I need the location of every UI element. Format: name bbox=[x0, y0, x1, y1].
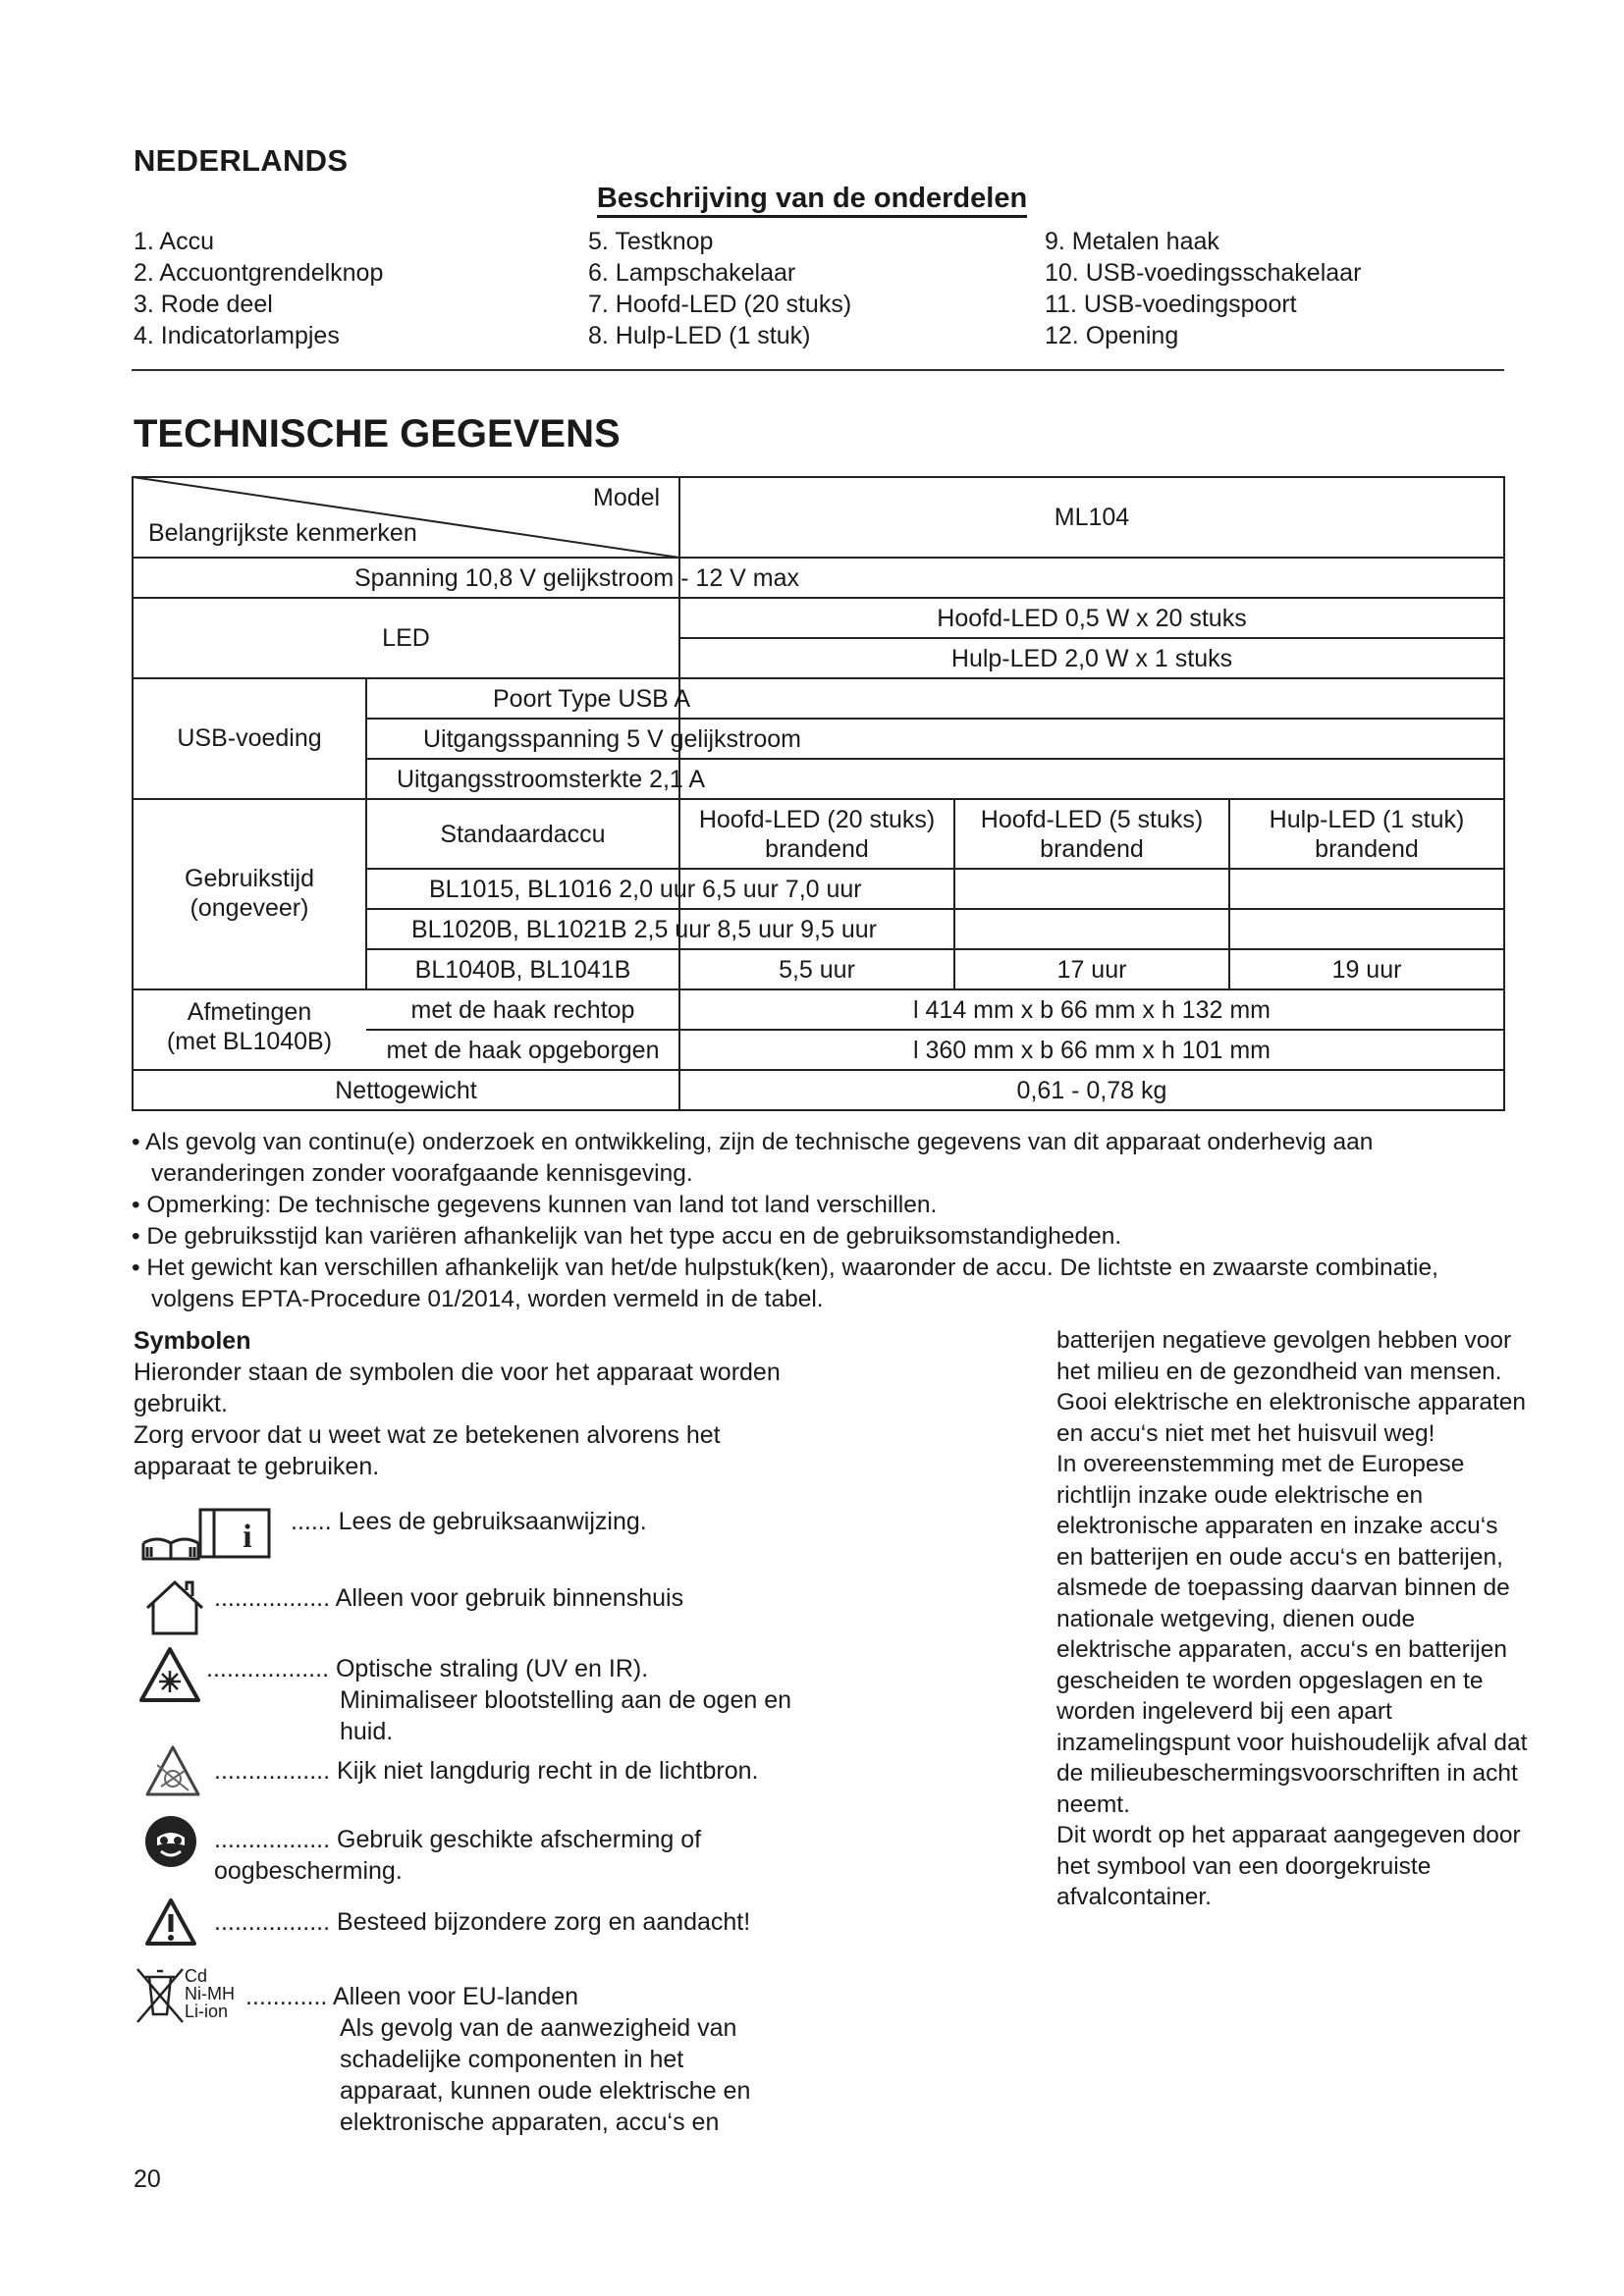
row3-main20: 5,5 uur bbox=[779, 956, 855, 984]
bin-label: Li-ion bbox=[185, 2002, 229, 2021]
manual-icon bbox=[137, 1504, 285, 1563]
list-item: 6. Lampschakelaar bbox=[588, 259, 796, 287]
laser-warning-icon bbox=[137, 1645, 202, 1704]
no-stare-icon bbox=[143, 1743, 202, 1798]
std-battery-label: Standaardaccu bbox=[440, 821, 606, 848]
col-main5: Hoofd-LED (5 stuks) brandend bbox=[980, 806, 1204, 863]
list-item: 2. Accuontgrendelknop bbox=[134, 259, 384, 287]
page-number: 20 bbox=[134, 2165, 161, 2193]
list-item: 4. Indicatorlampjes bbox=[134, 322, 340, 349]
svg-text:i: i bbox=[243, 1519, 252, 1555]
col-aux: Hulp-LED (1 stuk) brandend bbox=[1269, 806, 1465, 863]
usb-label: USB-voeding bbox=[177, 724, 322, 752]
note-item: • De gebruiksstijd kan variëren afhankelijk van het type accu en de gebruiksomstandigheden. bbox=[132, 1223, 1122, 1250]
weight-label: Nettogewicht bbox=[335, 1077, 477, 1104]
weee-bin-icon bbox=[132, 1963, 189, 2028]
list-item: 8. Hulp-LED (1 stuk) bbox=[588, 322, 811, 349]
voltage-row: Spanning 10,8 V gelijkstroom - 12 V max bbox=[354, 564, 800, 592]
dims-stored-value: l 360 mm x b 66 mm x h 101 mm bbox=[912, 1037, 1271, 1064]
list-item: 9. Metalen haak bbox=[1045, 228, 1219, 255]
row3-aux: 19 uur bbox=[1331, 956, 1402, 984]
symbol-row-optical: .................. Optische straling (UV en IR). Minimaliseer blootstelling aan de ogen en huid. bbox=[206, 1655, 792, 1745]
section-divider bbox=[132, 369, 1504, 371]
symbol-row-indoor: ................. Alleen voor gebruik binnenshuis bbox=[214, 1584, 684, 1612]
paragraph: batterijen negatieve gevolgen hebben voor het milieu en de gezondheid van mensen. bbox=[1056, 1327, 1512, 1385]
list-item: 12. Opening bbox=[1045, 322, 1179, 349]
symbols-intro-text: Zorg ervoor dat u weet wat ze betekenen alvorens het apparaat te gebruiken. bbox=[134, 1421, 721, 1480]
symbol-row-manual: ...... Lees de gebruiksaanwijzing. bbox=[291, 1508, 647, 1535]
table-header-model: Model bbox=[593, 484, 661, 511]
note-item: • Opmerking: De technische gegevens kunnen van land tot land verschillen. bbox=[132, 1192, 938, 1218]
list-item: 3. Rode deel bbox=[134, 291, 273, 318]
row3-battery: BL1040B, BL1041B bbox=[414, 956, 631, 984]
parts-list-col3 bbox=[1045, 226, 1361, 351]
bin-label: Cd bbox=[185, 1966, 208, 1986]
weee-bin-labels bbox=[185, 1967, 235, 2020]
note-item: • Als gevolg van continu(e) onderzoek en ontwikkeling, zijn de technische gegevens van dit apparaat onderhevig aan veranderingen zonder voorafgaande kennisgeving. bbox=[132, 1129, 1374, 1187]
table-row: BL1020B, BL1021B 2,5 uur 8,5 uur 9,5 uur bbox=[411, 916, 877, 943]
led-main-value: Hoofd-LED 0,5 W x 20 stuks bbox=[937, 605, 1247, 632]
symbols-intro-text: Hieronder staan de symbolen die voor het apparaat worden gebruikt. bbox=[134, 1359, 781, 1417]
parts-list-col1 bbox=[134, 226, 383, 351]
symbol-row-caution: ................. Besteed bijzondere zorg en aandacht! bbox=[214, 1908, 751, 1936]
parts-title: Beschrijving van de onderdelen bbox=[0, 183, 1624, 215]
symbol-row-eu: ............ Alleen voor EU-landen Als gevolg van de aanwezigheid van schadelijke componenten in het apparaat, kunnen oude elektrische en elektronische apparaten, accu‘s en bbox=[245, 1983, 751, 2136]
runtime-label: Gebruikstijd (ongeveer) bbox=[185, 865, 314, 922]
note-item: • Het gewicht kan verschillen afhankelijk van het/de hulpstuk(ken), waaronder de accu. De lichtste en zwaarste combinatie, volgens EPTA-Procedure 01/2014, worden vermeld in de tabel. bbox=[132, 1255, 1438, 1312]
dims-label: Afmetingen (met BL1040B) bbox=[166, 998, 333, 1055]
usb-voltage-row: Uitgangsspanning 5 V gelijkstroom bbox=[423, 725, 801, 753]
list-item: 11. USB-voedingspoort bbox=[1045, 291, 1297, 318]
paragraph: Dit wordt op het apparaat aangegeven door het symbool van een doorgekruiste afvalcontainer. bbox=[1056, 1822, 1521, 1910]
col-main20: Hoofd-LED (20 stuks) brandend bbox=[698, 806, 936, 863]
model-value: ML104 bbox=[1054, 504, 1130, 531]
dims-up-label: met de haak rechtop bbox=[410, 996, 635, 1024]
spec-notes bbox=[132, 1127, 1506, 1315]
caution-icon bbox=[143, 1896, 198, 1948]
list-item: 7. Hoofd-LED (20 stuks) bbox=[588, 291, 852, 318]
led-aux-value: Hulp-LED 2,0 W x 1 stuks bbox=[950, 645, 1233, 672]
list-item: 1. Accu bbox=[134, 228, 214, 255]
house-icon bbox=[143, 1578, 208, 1637]
parts-list-col2 bbox=[588, 226, 851, 351]
usb-port-row: Poort Type USB A bbox=[493, 685, 691, 713]
list-item: 5. Testknop bbox=[588, 228, 714, 255]
table-header-features: Belangrijkste kenmerken bbox=[148, 519, 417, 547]
symbol-row-eyes: ................. Gebruik geschikte afscherming of oogbescherming. bbox=[214, 1826, 702, 1885]
paragraph: In overeenstemming met de Europese richtlijn inzake oude elektrische en elektronische apparaten en inzake accu‘s en batterijen en oude accu‘s en batterijen, alsmede de toepassing daarvan binnen de nationale wetgeving, dienen oude elektrische apparaten, accu‘s en batterijen gescheiden te worden opgeslagen en te worden ingeleverd bij een apart inzamelingspunt voor huishoudelijk afval dat de milieubeschermingsvoorschriften in acht neemt. bbox=[1056, 1451, 1528, 1818]
led-label: LED bbox=[382, 624, 430, 652]
dims-up-value: l 414 mm x b 66 mm x h 132 mm bbox=[912, 996, 1271, 1024]
table-row: BL1015, BL1016 2,0 uur 6,5 uur 7,0 uur bbox=[429, 876, 862, 903]
usb-current-row: Uitgangsstroomsterkte 2,1 A bbox=[397, 766, 706, 793]
eye-protection-icon bbox=[143, 1814, 198, 1869]
weight-value: 0,61 - 0,78 kg bbox=[1016, 1077, 1167, 1104]
bin-label: Ni-MH bbox=[185, 1984, 235, 2003]
symbols-heading: Symbolen bbox=[134, 1327, 251, 1355]
dims-stored-label: met de haak opgeborgen bbox=[386, 1037, 660, 1064]
language-heading: NEDERLANDS bbox=[134, 143, 349, 178]
row3-main5: 17 uur bbox=[1056, 956, 1127, 984]
specs-title: TECHNISCHE GEGEVENS bbox=[134, 412, 621, 455]
symbol-row-stare: ................. Kijk niet langdurig recht in de lichtbron. bbox=[214, 1757, 759, 1785]
disposal-text bbox=[1056, 1325, 1528, 1913]
list-item: 10. USB-voedingsschakelaar bbox=[1045, 259, 1362, 287]
symbols-intro bbox=[134, 1325, 782, 1482]
paragraph: Gooi elektrische en elektronische apparaten en accu‘s niet met het huisvuil weg! bbox=[1056, 1389, 1527, 1447]
